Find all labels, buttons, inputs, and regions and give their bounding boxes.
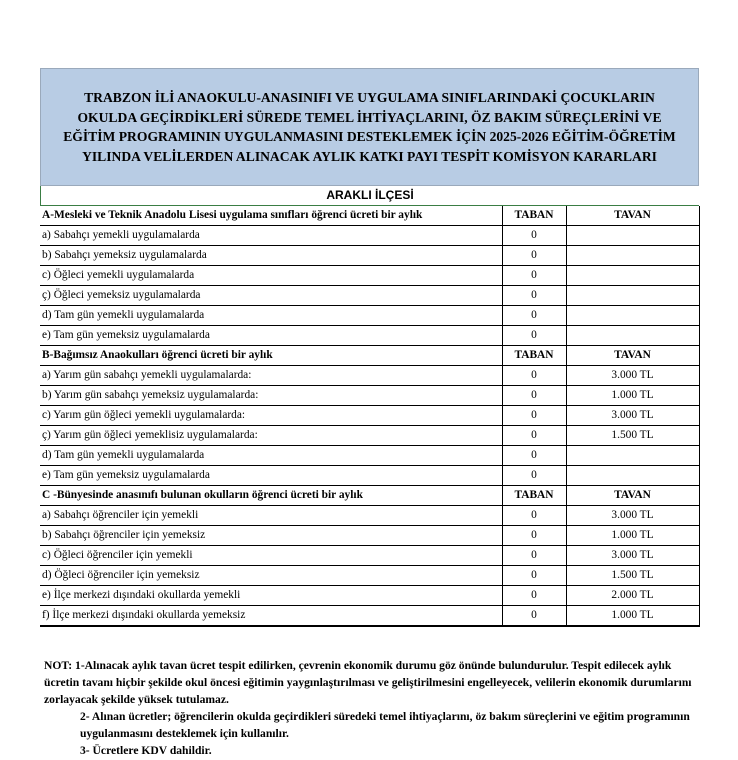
taban-value: 0	[502, 606, 566, 627]
note-3: 3- Ücretlere KDV dahildir.	[80, 744, 212, 757]
row-label: c) Öğleci yemekli uygulamalarda	[40, 266, 502, 286]
section-header-row	[40, 346, 699, 366]
tavan-header: TAVAN	[566, 346, 699, 366]
taban-value: 0	[502, 566, 566, 586]
table-row	[40, 606, 699, 627]
tavan-value: 3.000 TL	[566, 366, 699, 386]
tavan-value	[566, 446, 699, 466]
taban-value: 0	[502, 366, 566, 386]
taban-value: 0	[502, 466, 566, 486]
taban-value: 0	[502, 266, 566, 286]
taban-value: 0	[502, 446, 566, 466]
row-label: ç) Yarım gün öğleci yemeklisiz uygulamalarda:	[40, 426, 502, 446]
section-heading: C -Bünyesinde anasınıfı bulunan okulların öğrenci ücreti bir aylık	[40, 486, 502, 506]
row-label: e) Tam gün yemeksiz uygulamalarda	[40, 466, 502, 486]
tavan-value: 1.000 TL	[566, 386, 699, 406]
row-label: ç) Öğleci yemeksiz uygulamalarda	[40, 286, 502, 306]
table-row	[40, 526, 699, 546]
row-label: a) Sabahçı öğrenciler için yemekli	[40, 506, 502, 526]
row-label: f) İlçe merkezi dışındaki okullarda yemeksiz	[40, 606, 502, 627]
table-row	[40, 246, 699, 266]
tavan-value	[566, 286, 699, 306]
region-name: ARAKLI İLÇESİ	[40, 186, 699, 206]
table-row	[40, 406, 699, 426]
tavan-value: 3.000 TL	[566, 406, 699, 426]
taban-value: 0	[502, 546, 566, 566]
title-box	[40, 68, 699, 186]
taban-value: 0	[502, 226, 566, 246]
table-row	[40, 306, 699, 326]
section-heading: B-Bağımsız Anaokulları öğrenci ücreti bir aylık	[40, 346, 502, 366]
tavan-header: TAVAN	[566, 486, 699, 506]
taban-value: 0	[502, 246, 566, 266]
note-1: NOT: 1-Alınacak aylık tavan ücret tespit edilirken, çevrenin ekonomik durumu göz önünde bulundurulur. Tespit edilecek aylık ücretin tavanı hiçbir şekilde okul öncesi eğitimin yaygınlaştırılması ve geliştirilmesini engelleyecek, velilerin ekonomik durumlarını zorlayacak şekilde yüksek tutulamaz.	[44, 659, 692, 706]
tavan-value: 2.000 TL	[566, 586, 699, 606]
taban-header: TABAN	[502, 486, 566, 506]
table-row	[40, 426, 699, 446]
table-row	[40, 226, 699, 246]
tavan-value: 1.500 TL	[566, 566, 699, 586]
section-header-row	[40, 486, 699, 506]
taban-value: 0	[502, 506, 566, 526]
taban-value: 0	[502, 426, 566, 446]
row-label: d) Tam gün yemekli uygulamalarda	[40, 306, 502, 326]
row-label: a) Sabahçı yemekli uygulamalarda	[40, 226, 502, 246]
tavan-value: 1.000 TL	[566, 606, 699, 627]
table-row	[40, 566, 699, 586]
section-heading: A-Mesleki ve Teknik Anadolu Lisesi uygulama sınıfları öğrenci ücreti bir aylık	[40, 206, 502, 226]
row-label: e) İlçe merkezi dışındaki okullarda yemekli	[40, 586, 502, 606]
table-row	[40, 366, 699, 386]
taban-value: 0	[502, 386, 566, 406]
row-label: b) Yarım gün sabahçı yemeksiz uygulamalarda:	[40, 386, 502, 406]
table-row	[40, 506, 699, 526]
table-row	[40, 446, 699, 466]
table-row	[40, 466, 699, 486]
taban-value: 0	[502, 306, 566, 326]
row-label: d) Tam gün yemekli uygulamalarda	[40, 446, 502, 466]
row-label: c) Öğleci öğrenciler için yemekli	[40, 546, 502, 566]
table-row	[40, 286, 699, 306]
taban-value: 0	[502, 286, 566, 306]
taban-value: 0	[502, 326, 566, 346]
tavan-value: 3.000 TL	[566, 506, 699, 526]
table-row	[40, 386, 699, 406]
row-label: e) Tam gün yemeksiz uygulamalarda	[40, 326, 502, 346]
row-label: c) Yarım gün öğleci yemekli uygulamalarda:	[40, 406, 502, 426]
tavan-value	[566, 226, 699, 246]
table-row	[40, 266, 699, 286]
tavan-value: 1.500 TL	[566, 426, 699, 446]
tavan-value	[566, 326, 699, 346]
note-2: 2- Alınan ücretler; öğrencilerin okulda geçirdikleri süredeki temel ihtiyaçlarını, öz bakım süreçlerini ve eğitim programının uygulanmasını desteklemek için kullanılır.	[80, 710, 690, 740]
tavan-header: TAVAN	[566, 206, 699, 226]
document-page	[40, 68, 699, 627]
taban-value: 0	[502, 526, 566, 546]
taban-value: 0	[502, 406, 566, 426]
table-row	[40, 546, 699, 566]
table-row	[40, 586, 699, 606]
fee-table	[40, 206, 700, 627]
row-label: d) Öğleci öğrenciler için yemeksiz	[40, 566, 502, 586]
taban-header: TABAN	[502, 206, 566, 226]
notes	[44, 657, 704, 759]
table-row	[40, 326, 699, 346]
tavan-value: 1.000 TL	[566, 526, 699, 546]
row-label: a) Yarım gün sabahçı yemekli uygulamalarda:	[40, 366, 502, 386]
taban-value: 0	[502, 586, 566, 606]
tavan-value: 3.000 TL	[566, 546, 699, 566]
taban-header: TABAN	[502, 346, 566, 366]
tavan-value	[566, 306, 699, 326]
tavan-value	[566, 466, 699, 486]
tavan-value	[566, 246, 699, 266]
row-label: b) Sabahçı öğrenciler için yemeksiz	[40, 526, 502, 546]
section-header-row	[40, 206, 699, 226]
document-title: TRABZON İLİ ANAOKULU-ANASINIFI VE UYGULAMA SINIFLARINDAKİ ÇOCUKLARIN OKULDA GEÇİRDİKLERİ SÜREDE TEMEL İHTİYAÇLARINI, ÖZ BAKIM SÜREÇLERİNİ VE EĞİTİM PROGRAMININ UYGULANMASINI DESTEKLEMEK İÇİN 2025-2026 EĞİTİM-ÖĞRETİM YILINDA VELİLERDEN ALINACAK AYLIK KATKI PAYI TESPİT KOMİSYON KARARLARI	[63, 90, 676, 164]
tavan-value	[566, 266, 699, 286]
row-label: b) Sabahçı yemeksiz uygulamalarda	[40, 246, 502, 266]
